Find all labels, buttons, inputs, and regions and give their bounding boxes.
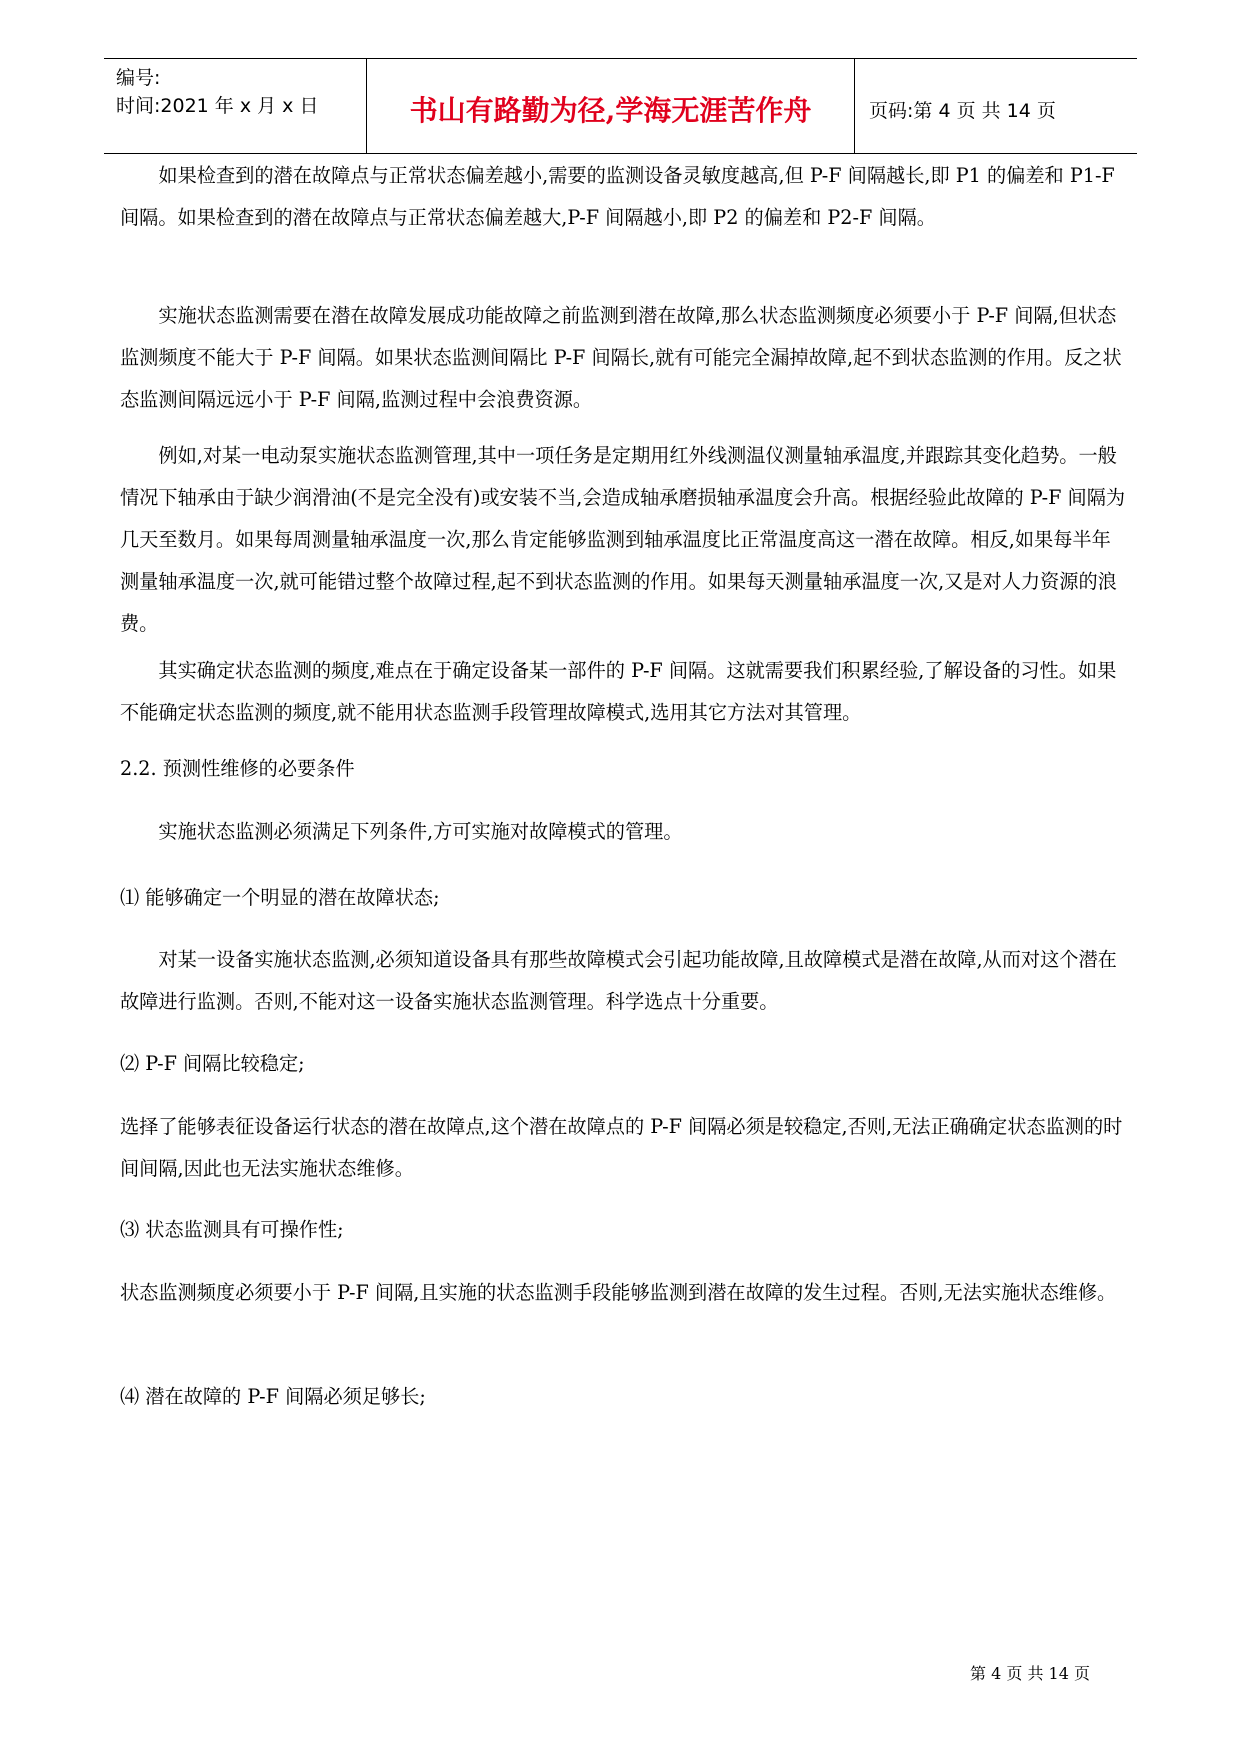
list-item: ⑷ 潜在故障的 P-F 间隔必须足够长;	[120, 1385, 426, 1408]
paragraph: 其实确定状态监测的频度,难点在于确定设备某一部件的 P-F 间隔。这就需要我们积累经验,了解设备的习性。如果不能确定状态监测的频度,就不能用状态监测手段管理故障模式,选用其它方法对其管理。	[120, 659, 1117, 724]
list-item: ⑵ P-F 间隔比较稳定;	[120, 1052, 305, 1075]
list-item: ⑶ 状态监测具有可操作性;	[120, 1218, 344, 1241]
header-page-cell	[855, 59, 1137, 153]
paragraph: 如果检查到的潜在故障点与正常状态偏差越小,需要的监测设备灵敏度越高,但 P-F 间隔越长,即 P1 的偏差和 P1-F 间隔。如果检查到的潜在故障点与正常状态偏差越大,P-F 间隔越小,即 P2 的偏差和 P2-F 间隔。	[120, 164, 1115, 229]
page-header	[104, 58, 1137, 154]
paragraph: 状态监测频度必须要小于 P-F 间隔,且实施的状态监测手段能够监测到潜在故障的发生过程。否则,无法实施状态维修。	[120, 1281, 1117, 1304]
document-number-label: 编号:	[116, 67, 161, 89]
header-meta-cell	[104, 59, 367, 153]
paragraph: 实施状态监测必须满足下列条件,方可实施对故障模式的管理。	[158, 820, 683, 843]
header-motto-cell	[367, 59, 855, 153]
header-motto: 书山有路勤为径,学海无涯苦作舟	[409, 94, 812, 127]
document-time-label: 时间:2021 年 x 月 x 日	[116, 95, 319, 117]
paragraph: 实施状态监测需要在潜在故障发展成功能故障之前监测到潜在故障,那么状态监测频度必须要小于 P-F 间隔,但状态监测频度不能大于 P-F 间隔。如果状态监测间隔比 P-F 间隔长,就有可能完全漏掉故障,起不到状态监测的作用。反之状态监测间隔远远小于 P-F 间隔,监测过程中会浪费资源。	[120, 304, 1122, 411]
paragraph: 例如,对某一电动泵实施状态监测管理,其中一项任务是定期用红外线测温仪测量轴承温度,并跟踪其变化趋势。一般情况下轴承由于缺少润滑油(不是完全没有)或安装不当,会造成轴承磨损轴承温度会升高。根据经验此故障的 P-F 间隔为几天至数月。如果每周测量轴承温度一次,那么肯定能够监测到轴承温度比正常温度高这一潜在故障。相反,如果每半年测量轴承温度一次,就可能错过整个故障过程,起不到状态监测的作用。如果每天测量轴承温度一次,又是对人力资源的浪费。	[120, 444, 1126, 635]
paragraph: 对某一设备实施状态监测,必须知道设备具有那些故障模式会引起功能故障,且故障模式是潜在故障,从而对这个潜在故障进行监测。否则,不能对这一设备实施状态监测管理。科学选点十分重要。	[120, 948, 1117, 1013]
list-item: ⑴ 能够确定一个明显的潜在故障状态;	[120, 886, 440, 909]
header-page-info: 页码:第 4 页 共 14 页	[869, 100, 1056, 122]
paragraph: 选择了能够表征设备运行状态的潜在故障点,这个潜在故障点的 P-F 间隔必须是较稳定,否则,无法正确确定状态监测的时间间隔,因此也无法实施状态维修。	[120, 1115, 1123, 1180]
section-heading: 2.2. 预测性维修的必要条件	[120, 757, 355, 780]
page-footer: 第 4 页 共 14 页	[970, 1664, 1090, 1683]
